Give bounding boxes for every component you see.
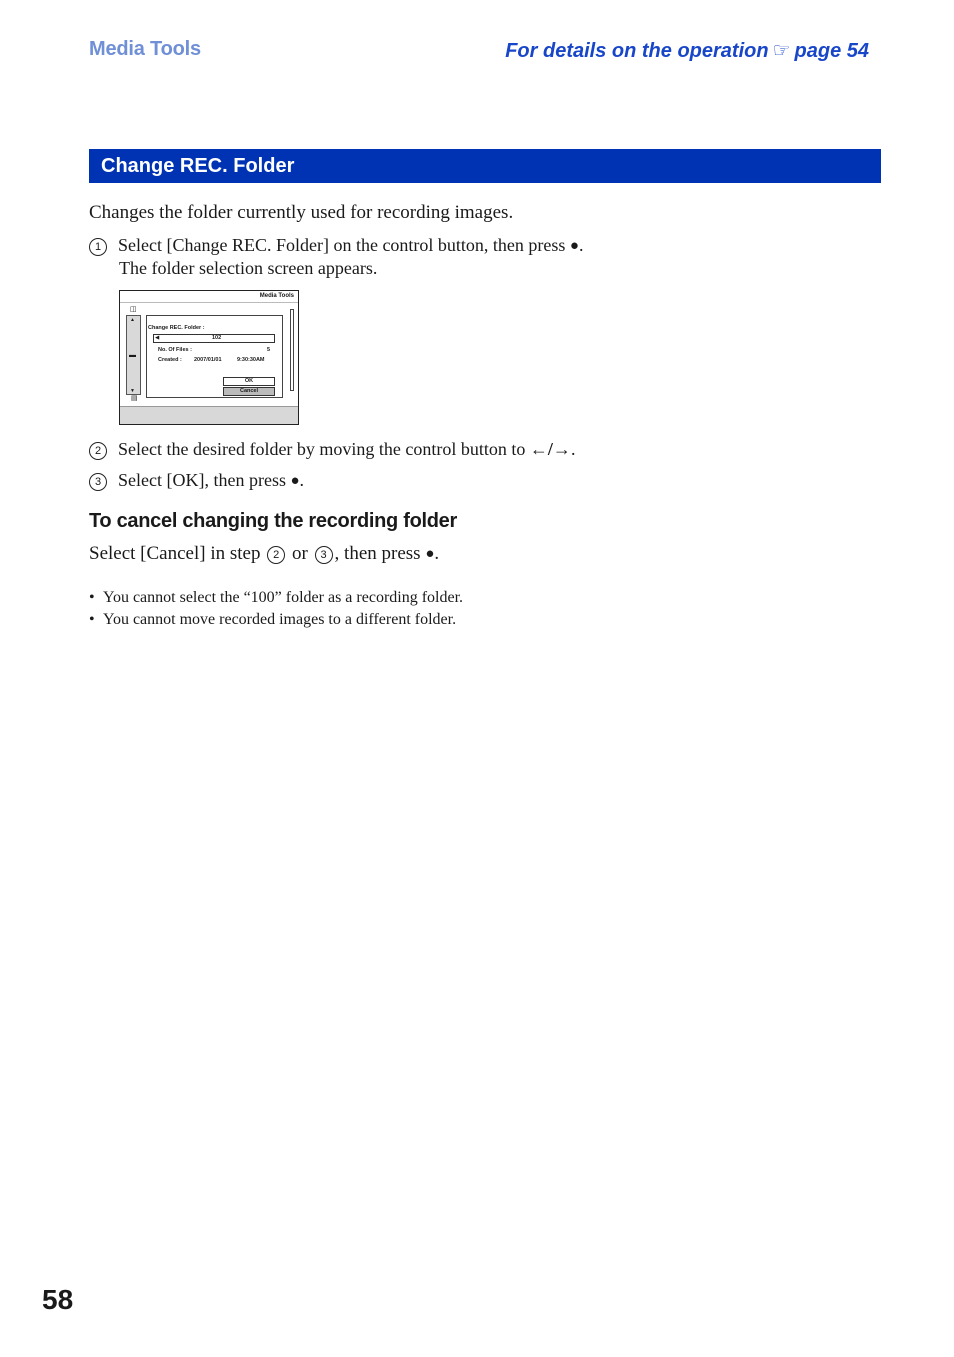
center-button-icon: ● — [425, 546, 435, 562]
section-title-bar — [89, 149, 881, 183]
cancel-text-a: Select [Cancel] in step — [89, 543, 261, 564]
left-right-arrows-icon: ←/→ — [529, 439, 571, 459]
screen-divider — [120, 302, 298, 303]
screen-bottom-bar — [120, 406, 298, 424]
folder-number: 102 — [212, 335, 222, 341]
screen-illustration — [119, 290, 299, 425]
down-arrow-icon: ▼ — [130, 388, 135, 394]
ok-button[interactable]: OK — [223, 377, 275, 386]
cross-reference[interactable] — [505, 38, 869, 63]
note-text: You cannot select the “100” folder as a recording folder. — [103, 589, 464, 606]
memory-card-icon: ▬ — [129, 352, 136, 359]
step-1: 1 Select [Change REC. Folder] on the control button, then press ●. — [89, 235, 583, 256]
menu-icon: ▤ — [131, 395, 138, 402]
cancel-text-b: , then press — [334, 543, 421, 564]
files-label: No. Of Files : — [158, 347, 192, 353]
note-item: • You cannot select the “100” folder as a recording folder. — [89, 589, 464, 606]
intro-text: Changes the folder currently used for recording images. — [89, 202, 514, 223]
cancel-button[interactable]: Cancel — [223, 387, 275, 396]
step-text: Select [OK], then press — [118, 470, 286, 490]
step-number: 2 — [89, 442, 107, 460]
screen-scrollbar[interactable] — [290, 309, 294, 391]
cross-reference-text: For details on the operation — [505, 40, 769, 62]
change-folder-label: Change REC. Folder : — [148, 325, 205, 331]
center-button-icon: ● — [290, 473, 300, 489]
created-date: 2007/01/01 — [194, 357, 222, 363]
folder-selector[interactable] — [153, 334, 275, 343]
notes-list — [89, 589, 463, 633]
step-text: Select [Change REC. Folder] on the control button, then press — [118, 235, 566, 255]
section-title: Change REC. Folder — [101, 155, 295, 177]
step-text: Select the desired folder by moving the control button to — [118, 439, 526, 459]
cancel-heading: To cancel changing the recording folder — [89, 510, 457, 532]
section-header: Media Tools — [89, 38, 201, 60]
cross-reference-page[interactable]: page 54 — [794, 40, 869, 62]
pointing-hand-icon: ☞ — [772, 40, 791, 62]
up-arrow-icon: ▲ — [130, 317, 135, 323]
screen-sidebar — [126, 315, 141, 395]
note-text: You cannot move recorded images to a different folder. — [103, 611, 457, 628]
page-number: 58 — [42, 1284, 74, 1315]
step-3: 3 Select [OK], then press ●. — [89, 470, 304, 491]
note-item: • You cannot move recorded images to a different folder. — [89, 611, 457, 628]
folder-panel — [146, 315, 283, 398]
files-value: 5 — [267, 347, 271, 353]
step-ref-2: 2 — [267, 546, 285, 564]
step-1-note: The folder selection screen appears. — [119, 258, 378, 278]
step-2: 2 Select the desired folder by moving the control button to ←/→. — [89, 439, 575, 460]
step-number: 3 — [89, 473, 107, 491]
left-arrow-icon: ◀ — [155, 335, 160, 341]
step-ref-3: 3 — [315, 546, 333, 564]
step-number: 1 — [89, 238, 107, 256]
created-time: 9:30:30AM — [237, 357, 265, 363]
screen-title: Media Tools — [259, 293, 294, 299]
center-button-icon: ● — [569, 238, 579, 254]
folder-icon: ◫ — [130, 306, 137, 313]
cancel-text-or: or — [291, 543, 308, 564]
created-label: Created : — [158, 357, 182, 363]
cancel-instructions: Select [Cancel] in step 2 or 3 , then press ●. — [89, 543, 440, 564]
